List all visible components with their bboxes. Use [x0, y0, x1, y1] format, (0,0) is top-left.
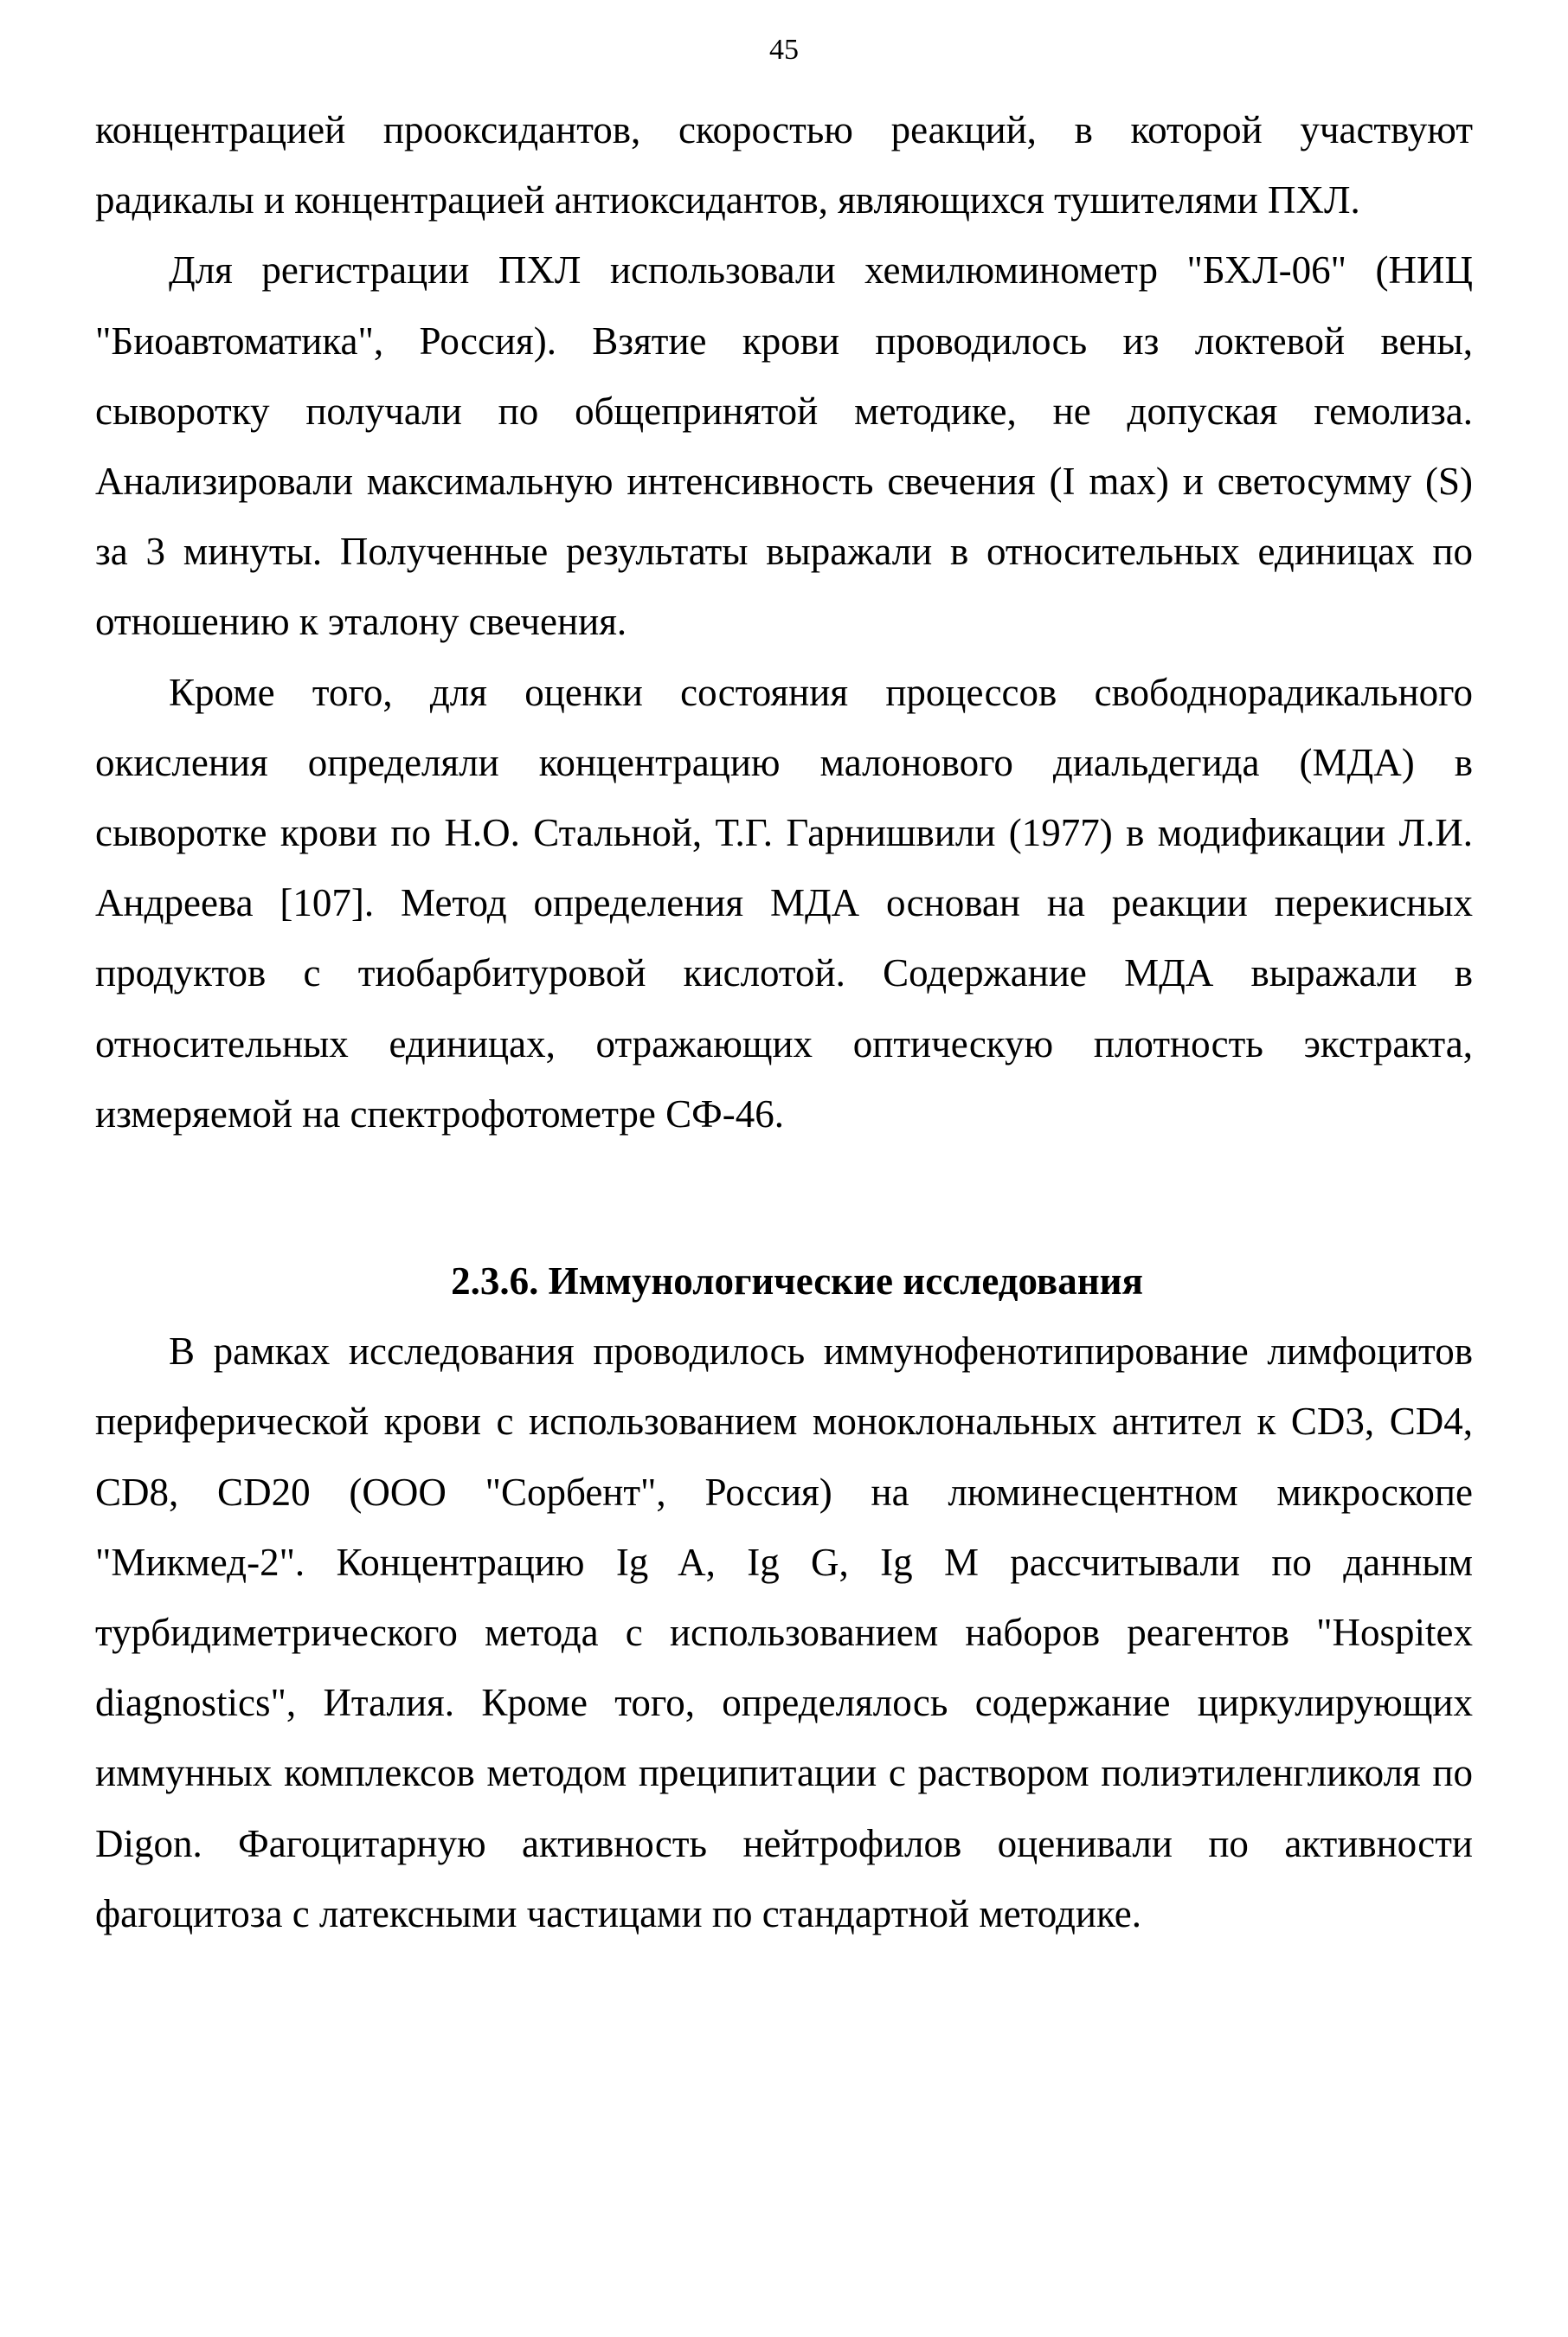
document-page	[95, 0, 1473, 2337]
page-number: 45	[769, 34, 799, 66]
body-text	[95, 95, 1473, 1949]
section-heading: 2.3.6. Иммунологические исследования	[451, 1259, 1143, 1304]
paragraph-4: В рамках исследования проводилось иммунофенотипирование лимфоцитов периферической крови с использованием моноклональных антител к CD3, CD4, CD8, CD20 (ООО "Сорбент", Россия) на люминесцентном микроскопе "Микмед-2". Концентрацию Ig A, Ig G, Ig M рассчитывали по данным турбидиметрического метода с использованием наборов реагентов "Hospitex diagnostics", Италия. Кроме того, определялось содержание циркулирующих иммунных комплексов методом преципитации с раствором полиэтиленгликоля по Digon. Фагоцитарную активность нейтрофилов оценивали по активности фагоцитоза с латексными частицами по стандартной методике.	[95, 1329, 1473, 1935]
paragraph-2: Для регистрации ПХЛ использовали хемилюминометр "БХЛ-06" (НИЦ "Биоавтоматика", Россия). Взятие крови проводилось из локтевой вены, сыворотку получали по общепринятой методике, не допуская гемолиза. Анализировали максимальную интенсивность свечения (I max) и светосумму (S) за 3 минуты. Полученные результаты выражали в относительных единицах по отношению к эталону свечения.	[95, 248, 1473, 644]
paragraph-3: Кроме того, для оценки состояния процессов свободнорадикального окисления определяли концентрацию малонового диальдегида (МДА) в сыворотке крови по Н.О. Стальной, Т.Г. Гарнишвили (1977) в модификации Л.И. Андреева [107]. Метод определения МДА основан на реакции перекисных продуктов с тиобарбитуровой кислотой. Содержание МДА выражали в относительных единицах, отражающих оптическую плотность экстракта, измеряемой на спектрофотометре СФ-46.	[95, 670, 1473, 1136]
paragraph-1: концентрацией прооксидантов, скоростью реакций, в которой участвуют радикалы и концентрацией антиоксидантов, являющихся тушителями ПХЛ.	[95, 108, 1473, 222]
